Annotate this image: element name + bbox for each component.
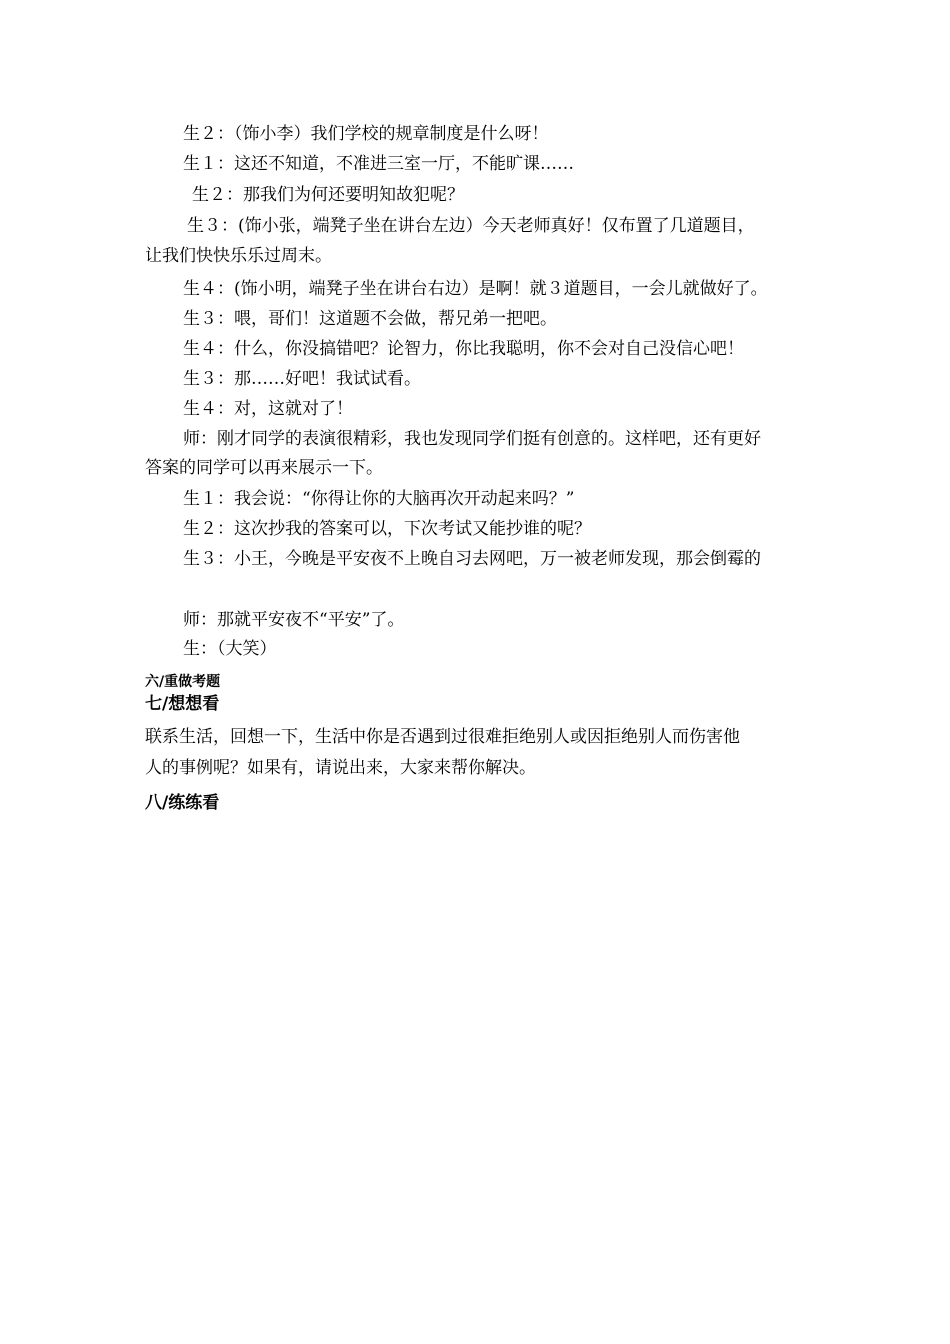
section-heading-8: 八/练练看 <box>145 793 220 813</box>
teacher-line: 师：刚才同学的表演很精彩，我也发现同学们挺有创意的。这样吧，还有更好 <box>183 429 761 449</box>
dialogue-line: 让我们快快乐乐过周末。 <box>145 246 332 266</box>
dialogue-line: 生３：(饰小张，端凳子坐在讲台左边）今天老师真好！仅布置了几道题目， <box>187 216 755 236</box>
section-7-body-line: 联系生活，回想一下，生活中你是否遇到过很难拒绝别人或因拒绝别人而伤害他 <box>145 727 740 747</box>
teacher-line-continued: 答案的同学可以再来展示一下。 <box>145 458 383 478</box>
dialogue-line: 生４：对，这就对了！ <box>183 399 353 419</box>
dialogue-line: 生２：那我们为何还要明知故犯呢？ <box>192 185 464 205</box>
section-7-body-line: 人的事例呢？如果有，请说出来，大家来帮你解决。 <box>145 758 536 778</box>
dialogue-line: 生：（大笑） <box>183 639 277 659</box>
dialogue-line: 生３：小王，今晚是平安夜不上晚自习去网吧，万一被老师发现，那会倒霉的 <box>183 549 761 569</box>
dialogue-line: 生１：这还不知道，不准进三室一厅，不能旷课…… <box>183 154 574 174</box>
dialogue-line: 生３：喂，哥们！这道题不会做，帮兄弟一把吧。 <box>183 309 557 329</box>
section-heading-7: 七/想想看 <box>145 694 220 714</box>
dialogue-line: 生１：我会说：“你得让你的大脑再次开动起来吗？” <box>183 489 575 509</box>
dialogue-line: 生４：(饰小明，端凳子坐在讲台右边）是啊！就３道题目，一会儿就做好了。 <box>183 279 768 299</box>
dialogue-line: 生３：那……好吧！我试试看。 <box>183 369 421 389</box>
dialogue-line: 生２：这次抄我的答案可以，下次考试又能抄谁的呢？ <box>183 519 591 539</box>
dialogue-line: 生２：（饰小李）我们学校的规章制度是什么呀！ <box>183 124 549 144</box>
teacher-line: 师：那就平安夜不“平安”了。 <box>183 610 405 630</box>
section-heading-6: 六/重做考题 <box>145 674 221 690</box>
dialogue-line: 生４：什么，你没搞错吧？论智力，你比我聪明，你不会对自己没信心吧！ <box>183 339 744 359</box>
